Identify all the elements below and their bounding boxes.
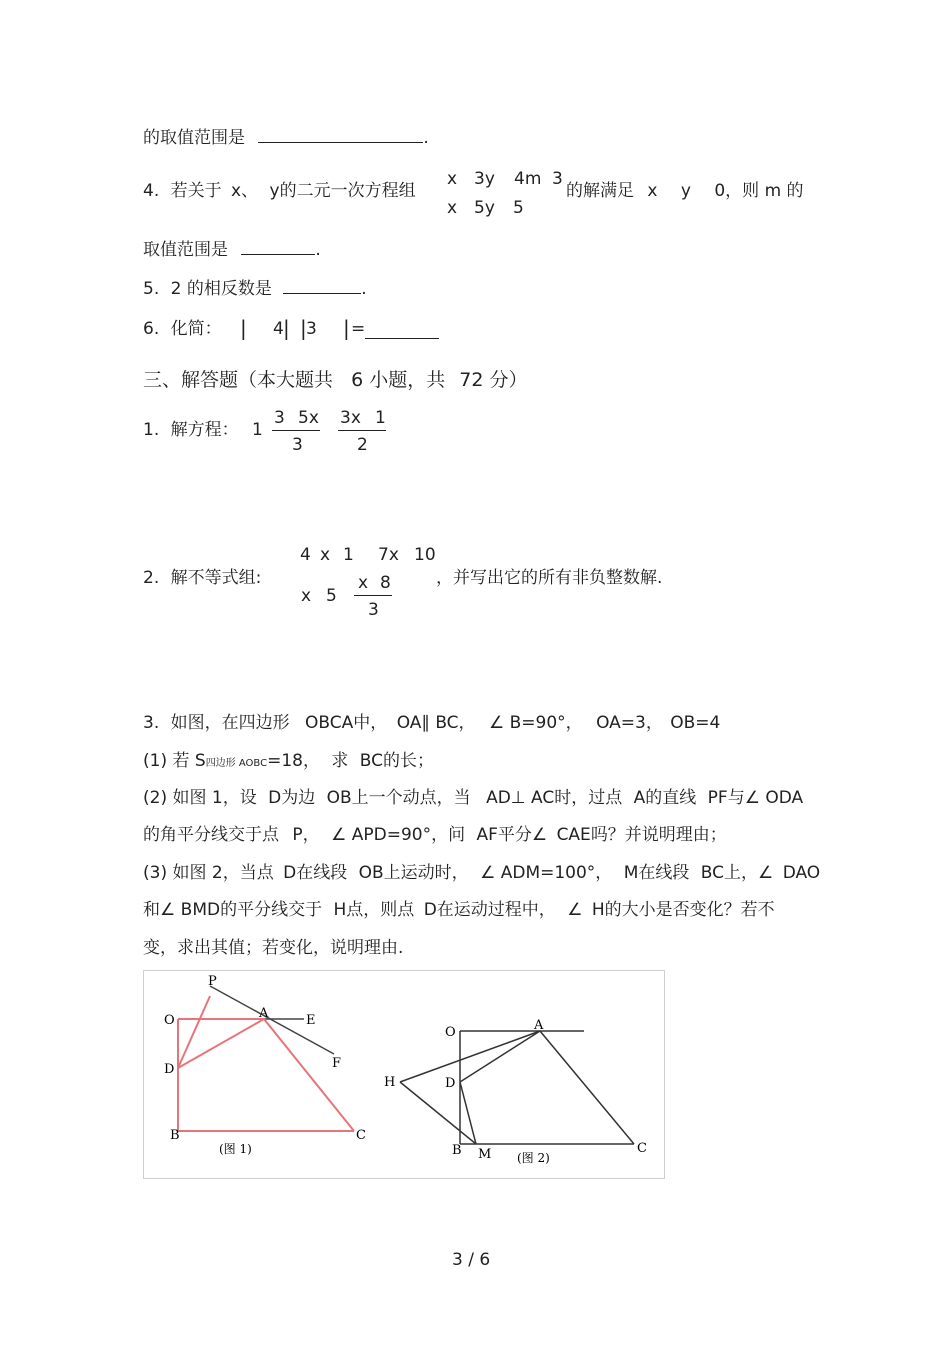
fraction-bar [354, 595, 392, 596]
label-m: M [478, 1147, 492, 1162]
q6-line: 6. 化简： [143, 319, 222, 339]
abs-bar: | [300, 316, 307, 340]
segment-dp [178, 996, 210, 1068]
label-a: A [259, 1006, 269, 1021]
figure-frame [143, 970, 665, 1179]
segment-ac [540, 1031, 634, 1144]
answer-blank[interactable] [258, 126, 423, 143]
p1-line: 1. 解方程： 1 [143, 420, 263, 440]
abs-bar: | [283, 316, 290, 340]
p3-line6: 和∠ BMD的平分线交于 H点，则点 D在运动过程中， ∠ H的大小是否变化？若不 [143, 900, 775, 920]
p3-line3: (2) 如图 1，设 D为边 OB上一个动点，当 AD⊥ AC时，过点 A的直线 PF与∠ ODA [143, 788, 804, 808]
label-p: P [208, 974, 217, 989]
p3-line7: 变，求出其值；若变化，说明理由. [143, 938, 404, 958]
section-heading: 三、解答题（本大题共 6 小题，共 72 分） [143, 369, 528, 391]
segment-da [178, 1019, 264, 1068]
label-o: O [445, 1025, 456, 1040]
p3-line4: 的角平分线交于点 P， ∠ APD=90°，问 AF平分∠ CAE吗？并说明理由； [143, 825, 727, 845]
p3-line2: (1) 若 S四边形 AOBC=18， 求 BC的长； [143, 751, 435, 771]
label-h: H [384, 1075, 396, 1090]
label-f: F [332, 1056, 342, 1071]
label-d: D [445, 1076, 456, 1091]
figure-1 [164, 974, 366, 1156]
p2-tail: ，并写出它的所有非负整数解. [436, 568, 663, 588]
segment-ac [264, 1019, 354, 1131]
answer-blank[interactable] [283, 277, 361, 294]
answer-blank[interactable] [241, 238, 315, 255]
segment-dm [460, 1082, 476, 1144]
abs-bar: | [343, 316, 350, 340]
fraction-bar [272, 430, 320, 431]
label-b: B [452, 1143, 462, 1158]
q4-line2: 取值范围是 . [143, 240, 321, 260]
answer-blank[interactable] [365, 322, 439, 339]
label-d: D [164, 1062, 175, 1077]
abs-bar: | [240, 316, 247, 340]
label-a: A [534, 1018, 544, 1033]
caption-figure-2: (图 2) [517, 1151, 550, 1165]
range-line: 的取值范围是 . [143, 128, 429, 148]
caption-figure-1: (图 1) [219, 1142, 252, 1156]
page-number: 3 / 6 [452, 1250, 491, 1270]
q5-line: 5. 2 的相反数是 . [143, 279, 367, 299]
p3-line5: (3) 如图 2，当点 D在线段 OB上运动时， ∠ ADM=100°， M在线段 BC上，∠ DAO [143, 863, 821, 883]
q4-line: 4. 若关于 x、 y的二元一次方程组 [143, 181, 416, 201]
label-e: E [306, 1013, 316, 1028]
figure-2 [384, 1018, 647, 1165]
segment-ha [400, 1031, 540, 1082]
geometry-figures [144, 971, 664, 1178]
label-b: B [170, 1128, 180, 1143]
fraction-bar [338, 430, 386, 431]
p2-line: 2. 解不等式组: [143, 568, 262, 588]
q4-condition: 的解满足 x y 0，则 m 的 [566, 181, 804, 201]
segment-hm [400, 1082, 476, 1144]
label-c: C [637, 1141, 647, 1156]
label-o: O [164, 1013, 175, 1028]
p3-line1: 3. 如图，在四边形 OBCA中， OA∥ BC， ∠ B=90°， OA=3， OB=4 [143, 713, 721, 733]
label-c: C [356, 1128, 366, 1143]
